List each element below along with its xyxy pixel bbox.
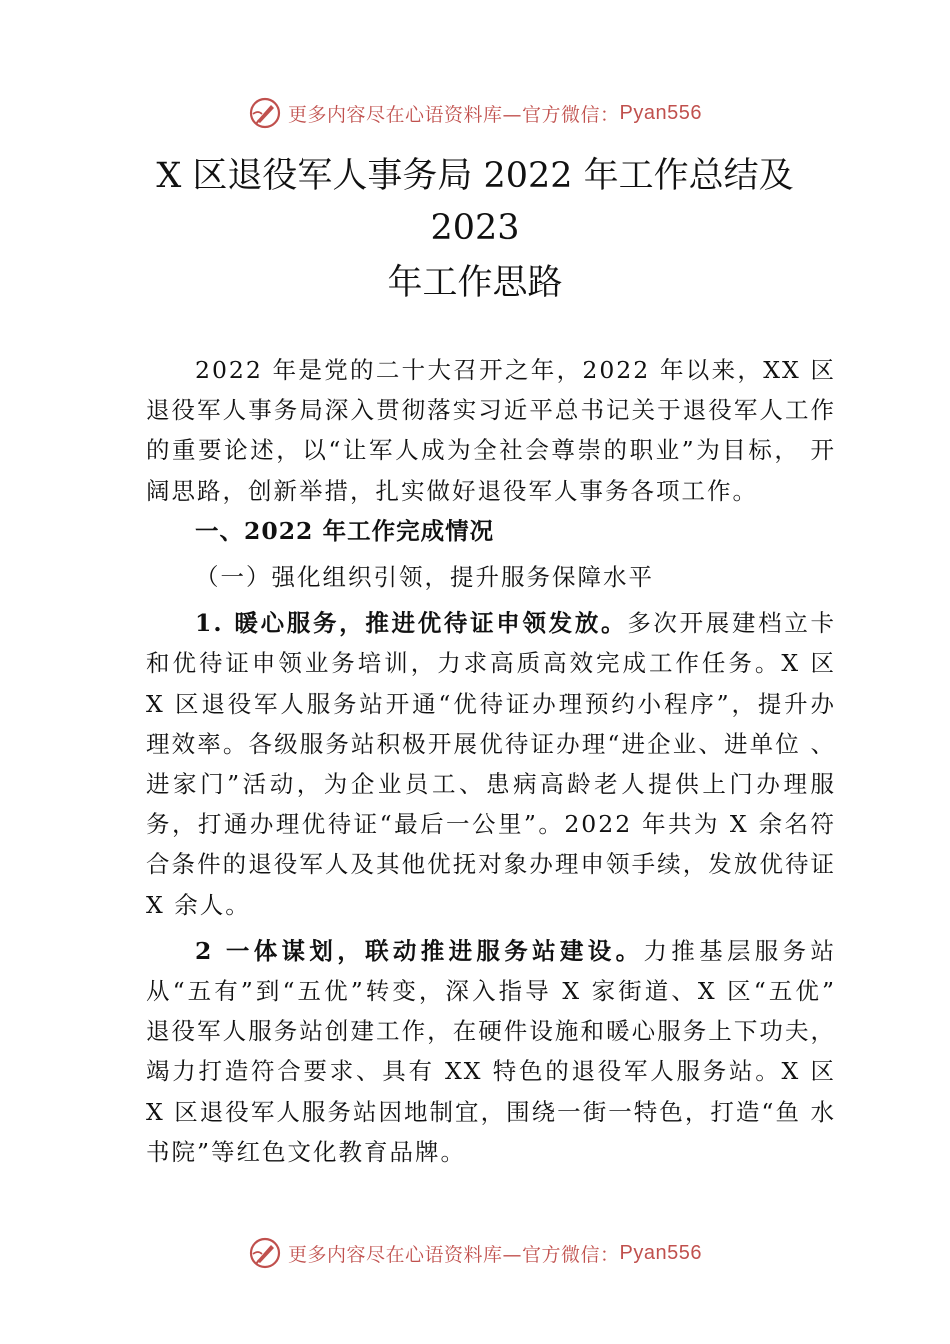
item-text-2: 力推基层服务站从“五有”到“五优”转变，深入指导 X 家街道、X 区“五优” 退役军人服务站创建工作，在硬件设施和暖心服务上下功夫， 竭力打造符合要求、具有 XX 特色的退役军人服务站。X 区 X 区退役军人服务站因地制宜，围绕一街一特色，打造“鱼 水书院”等红色文化教育品牌。 [146, 936, 836, 1166]
watermark-text: 更多内容尽在心语资料库—官方微信： [288, 103, 620, 126]
watermark-text: 更多内容尽在心语资料库—官方微信： [288, 1243, 620, 1266]
subsection-heading: （一）强化组织引领，提升服务保障水平 [195, 563, 654, 592]
item-lead-2: 2 一体谋划，联动推进服务站建设。 [195, 936, 644, 965]
intro-paragraph: 2022 年是党的二十大召开之年，2022 年以来，XX 区退役军人事务局深入贯彻落实习近平总书记关于退役军人工作的重要论述，以“让军人成为全社会尊崇的职业”为目标， 开阔思路，创新举措，扎实做好退役军人事务各项工作。 [146, 356, 836, 505]
section-heading: 一、2022 年工作完成情况 [195, 516, 495, 545]
document-title-line1: X 区退役军人事务局 2022 年工作总结及 2023 [156, 156, 794, 248]
watermark-banner-top [0, 96, 950, 130]
document-body [146, 350, 836, 1172]
item-lead-1: 1. 暖心服务，推进优待证申领发放。 [195, 609, 628, 638]
item-text-1: 多次开展建档立卡和优待证申领业务培训，力求高质高效完成工作任务。X 区 X 区退役军人服务站开通“优待证办理预约小程序”，提升办理效率。各级服务站积极开展优待证办理“进企业、进单位 、进家门”活动，为企业员工、患病高龄老人提供上门办理服务，打通办理优待证“最后一公里”。2022 年共为 X 余名符合条件的退役军人及其他优抚对象办理申领手续，发放优待证 X 余人。 [146, 609, 837, 919]
document-title-line2: 年工作思路 [387, 263, 563, 303]
pen-logo-icon [248, 1236, 282, 1270]
item-paragraph-2 [146, 931, 836, 1172]
watermark-banner-bottom [0, 1236, 950, 1270]
pen-logo-icon [248, 96, 282, 130]
watermark-handle: Pyan556 [619, 101, 702, 124]
watermark-handle: Pyan556 [619, 1241, 702, 1264]
item-paragraph-1 [146, 603, 836, 925]
